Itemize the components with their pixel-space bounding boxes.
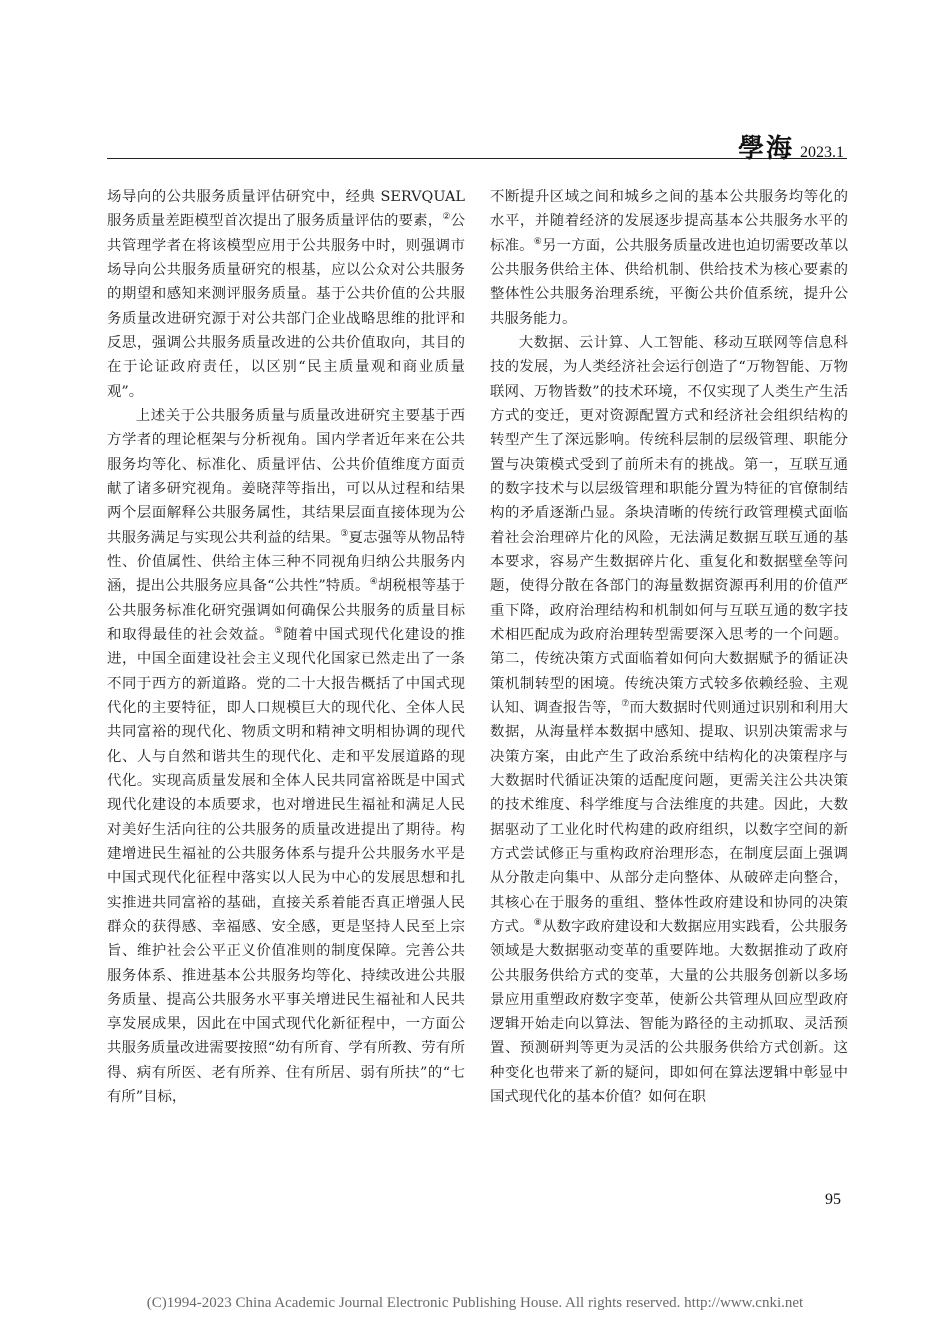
issue-number: 2023.1 — [800, 144, 844, 161]
right-column — [490, 185, 848, 1185]
running-header — [738, 128, 844, 165]
left-column — [107, 185, 465, 1185]
paragraph: 场导向的公共服务质量评估研究中，经典 SERVQUAL 服务质量差距模型首次提出了服务质量评估的要素，②公共管理学者在将该模型应用于公共服务中时，则强调市场导向公共服务质量研究的根基，应以公众对公共服务的期望和感知来测评服务质量。基于公共价值的公共服务质量改进研究源于对公共部门企业战略思维的批评和反思，强调公共服务质量改进的公共价值取向，其目的在于论证政府责任，以区别“民主质量观和商业质量观”。 — [107, 189, 465, 400]
footnote-ref: ② — [442, 212, 451, 223]
footnote-ref: ⑥ — [533, 236, 543, 247]
paragraph: 上述关于公共服务质量与质量改进研究主要基于西方学者的理论框架与分析视角。国内学者近年来在公共服务均等化、标准化、质量评估、公共价值维度方面贡献了诸多研究视角。姜晓萍等指出，可以从过程和结果两个层面解释公共服务属性，其结果层面直接体现为公共服务满足与实现公共利益的结果。③夏志强等从物品特性、价值属性、供给主体三种不同视角归纳公共服务内涵，提出公共服务应具备“公共性”特质。④胡税根等基于公共服务标准化研究强调如何确保公共服务的质量目标和取得最佳的社会效益。⑤随着中国式现代化建设的推进，中国全面建设社会主义现代化国家已然走出了一条不同于西方的新道路。党的二十大报告概括了中国式现代化的主要特征，即人口规模巨大的现代化、全体人民共同富裕的现代化、物质文明和精神文明相协调的现代化、人与自然和谐共生的现代化、走和平发展道路的现代化。实现高质量发展和全体人民共同富裕既是中国式现代化建设的本质要求，也对增进民生福祉和满足人民对美好生活向往的公共服务的质量改进提出了期待。构建增进民生福祉的公共服务体系与提升公共服务水平是中国式现代化征程中落实以人民为中心的发展思想和扎实推进共同富裕的基础，直接关系着能否真正增强人民群众的获得感、幸福感、安全感，更是坚持人民至上宗旨、维护社会公平正义价值准则的制度保障。完善公共服务体系、推进基本公共服务均等化、持续改进公共服务质量、提高公共服务水平事关增进民生福祉和人民共享发展成果，因此在中国式现代化新征程中，一方面公共服务质量改进需要按照“幼有所育、学有所教、劳有所得、病有所医、老有所养、住有所居、弱有所扶”的“七有所”目标， — [107, 407, 465, 1106]
footnote-ref: ③ — [340, 528, 349, 539]
footnote-ref: ⑤ — [274, 626, 284, 637]
copyright-footer: (C)1994-2023 China Academic Journal Electronic Publishing House. All rights reserved. http://www.cnki.net — [146, 1295, 804, 1311]
paragraph: 不断提升区域之间和城乡之间的基本公共服务均等化的水平，并随着经济的发展逐步提高基本公共服务水平的标准。⑥另一方面，公共服务质量改进也迫切需要改革以公共服务供给主体、供给机制、供给技术为核心要素的整体性公共服务治理系统，平衡公共价值系统，提升公共服务能力。 — [490, 189, 848, 327]
footnote-ref: ⑦ — [621, 699, 630, 710]
page-number: 95 — [825, 1191, 841, 1208]
paragraph: 大数据、云计算、人工智能、移动互联网等信息科技的发展，为人类经济社会运行创造了“万物智能、万物联网、万物皆数”的技术环境，不仅实现了人类生产生活方式的变迁，更对资源配置方式和经济社会组织结构的转型产生了深远影响。传统科层制的层级管理、职能分置与决策模式受到了前所未有的挑战。第一，互联互通的数字技术与以层级管理和职能分置为特征的官僚制结构的矛盾逐渐凸显。条块清晰的传统行政管理模式面临着社会治理碎片化的风险，无法满足数据互联互通的基本要求，容易产生数据碎片化、重复化和数据壁垒等问题，使得分散在各部门的海量数据资源再利用的价值严重下降，政府治理结构和机制如何与互联互通的数字技术相匹配成为政府治理转型需要深入思考的一个问题。第二，传统决策方式面临着如何向大数据赋予的循证决策机制转型的困境。传统决策方式较多依赖经验、主观认知、调查报告等，⑦而大数据时代则通过识别和利用大数据，从海量样本数据中感知、提取、识别决策需求与决策方案，由此产生了政治系统中结构化的决策程序与大数据时代循证决策的适配度问题，更需关注公共决策的技术维度、科学维度与合法维度的共建。因此，大数据驱动了工业化时代构建的政府组织，以数字空间的新方式尝试修正与重构政府治理形态，在制度层面上强调从分散走向集中、从部分走向整体、从破碎走向整合，其核心在于服务的重组、整体性政府建设和协同的决策方式。⑧从数字政府建设和大数据应用实践看，公共服务领域是大数据驱动变革的重要阵地。大数据推动了政府公共服务供给方式的变革，大量的公共服务创新以多场景应用重塑政府数字变革，使新公共管理从回应型政府逻辑开始走向以算法、智能为路径的主动抓取、灵活预置、预测研判等更为灵活的公共服务供给方式创新。这种变化也带来了新的疑问，即如何在算法逻辑中彰显中国式现代化的基本价值？如何在职 — [490, 334, 848, 1106]
journal-logo: 學海 — [737, 134, 794, 164]
footnote-ref: ④ — [369, 577, 378, 588]
footnote-ref: ⑧ — [533, 918, 543, 929]
header-rule — [107, 158, 847, 159]
